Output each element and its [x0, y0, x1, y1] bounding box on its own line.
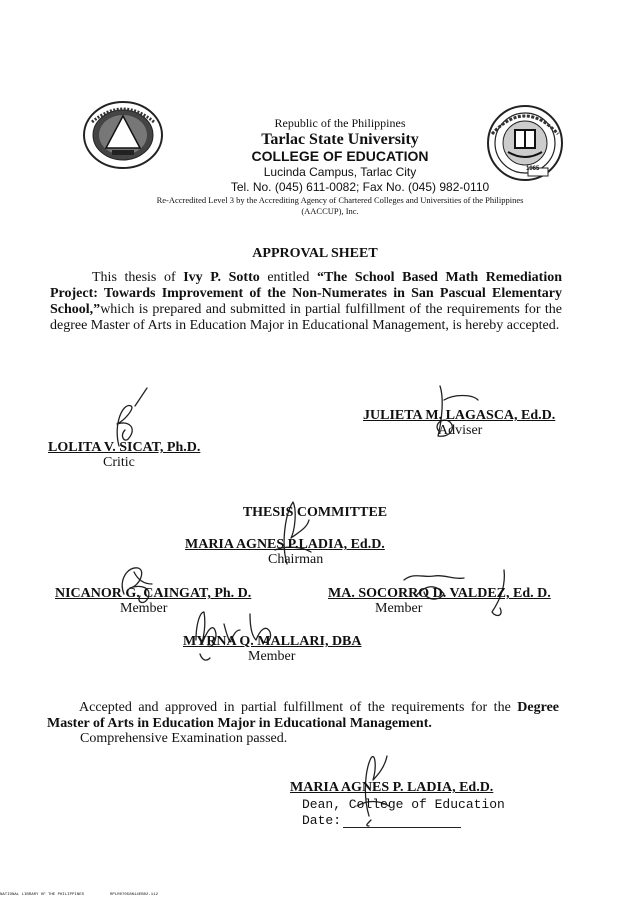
intro-text-2: entitled — [259, 270, 317, 285]
intro-text-3: which is prepared and submitted in partial fulfillment of the requirements for the degree Master of Arts in Education Major in Educational Management, is hereby accepted. — [50, 302, 562, 333]
critic-role: Critic — [103, 455, 135, 470]
degree-text: Degree Master of Arts in Education Major in Educational Management. — [47, 700, 559, 731]
chairman-role: Chairman — [268, 552, 324, 567]
seal-year: 1965 — [526, 166, 540, 172]
acceptance-paragraph — [47, 700, 559, 732]
date-label: Date: — [302, 813, 342, 828]
member2-role: Member — [375, 601, 423, 616]
college-name: COLLEGE OF EDUCATION — [251, 148, 429, 164]
chairman-name: MARIA AGNES P.LADIA, Ed.D. — [185, 537, 385, 552]
adviser-role: Adviser — [438, 423, 483, 438]
member1-name: NICANOR G. CAINGAT, Ph. D. — [55, 586, 252, 601]
university-name: Tarlac State University — [261, 131, 419, 148]
member3-name: MYRNA Q. MALLARI, DBA — [183, 634, 362, 649]
critic-name: LOLITA V. SICAT, Ph.D. — [48, 440, 201, 455]
accreditation-line2: (AACCUP), Inc. — [301, 206, 359, 216]
member3-role: Member — [248, 649, 296, 664]
campus-line: Lucinda Campus, Tarlac City — [263, 165, 417, 179]
member1-role: Member — [120, 601, 168, 616]
date-field-line — [343, 827, 461, 828]
footer-code: RPLR07058N14EB02-112 — [110, 893, 159, 897]
author-name: Ivy P. Sotto — [183, 270, 260, 285]
dean-title: Dean, College of Education — [302, 797, 505, 812]
dean-name: MARIA AGNES P. LADIA, Ed.D. — [290, 780, 494, 795]
adviser-name: JULIETA M. LAGASCA, Ed.D. — [363, 408, 556, 423]
footer-library: NATIONAL LIBRARY OF THE PHILIPPINES — [0, 893, 85, 897]
intro-text-1: This thesis of — [92, 270, 184, 285]
committee-heading: THESIS COMMITTEE — [242, 505, 388, 520]
accreditation-line1: Re-Accredited Level 3 by the Accrediting Agency of Chartered Colleges and Universities of the Philippines — [156, 195, 524, 205]
intro-paragraph — [50, 270, 562, 334]
member2-name: MA. SOCORRO D. VALDEZ, Ed. D. — [328, 586, 551, 601]
thesis-title: “The School Based Math Remediation Project: Towards Improvement of the Non-Numerates in San Pascual Elementary School,” — [50, 270, 562, 317]
document-title: APPROVAL SHEET — [252, 246, 378, 261]
exam-passed-text: Comprehensive Examination passed. — [80, 731, 288, 746]
contact-line: Tel. No. (045) 611-0082; Fax No. (045) 982-0110 — [230, 180, 490, 194]
acceptance-text: Accepted and approved in partial fulfillment of the requirements for the — [79, 700, 518, 715]
republic-line: Republic of the Philippines — [274, 116, 406, 130]
college-of-education-seal-logo — [484, 104, 566, 182]
tsu-seal-logo — [82, 100, 164, 170]
